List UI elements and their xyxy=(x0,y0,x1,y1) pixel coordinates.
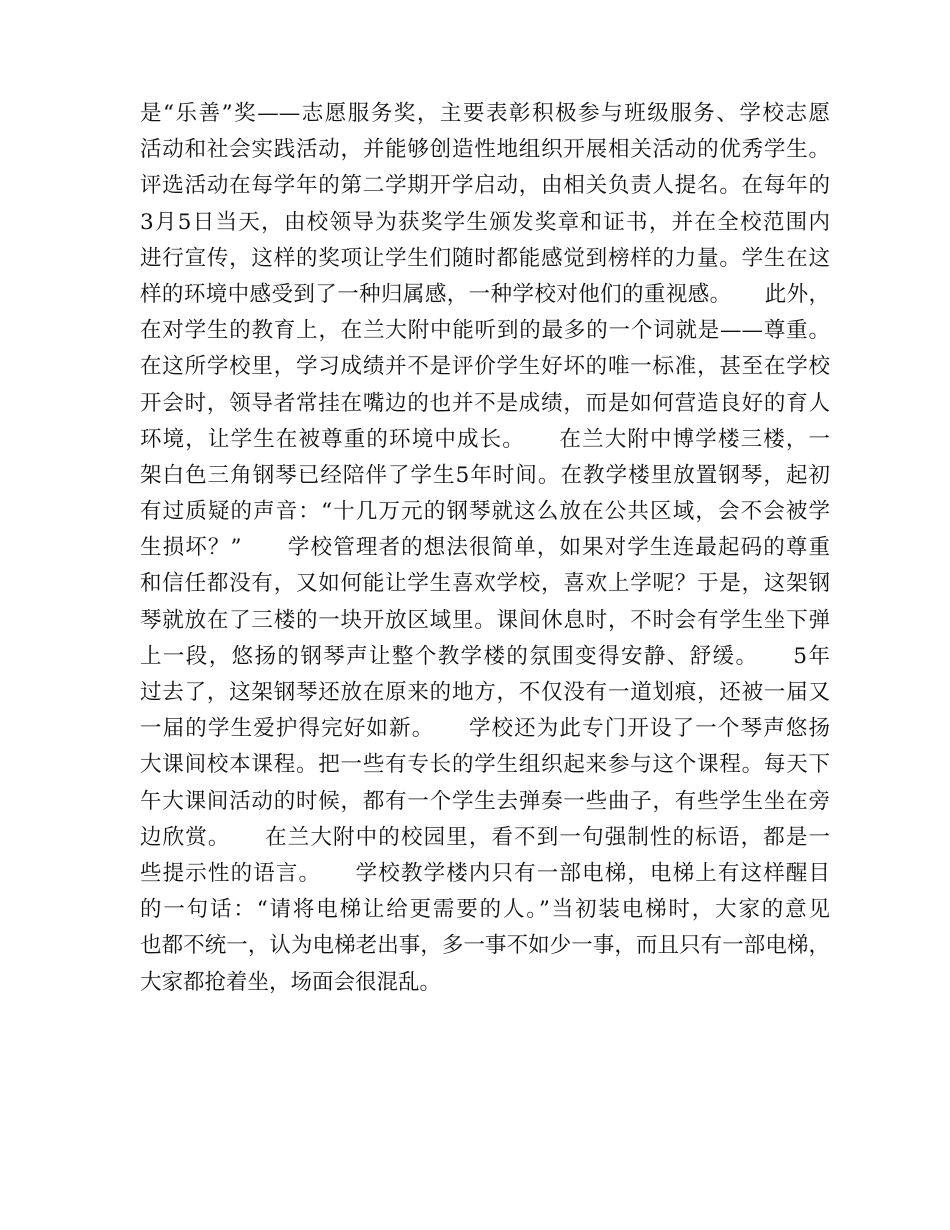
text-line: 有过质疑的声音：“十几万元的钢琴就这么放在公共区域，会不会被学 xyxy=(140,499,830,525)
text-line: 3月5日当天，由校领导为获奖学生颁发奖章和证书，并在全校范围内 xyxy=(140,209,830,235)
text-line: 评选活动在每学年的第二学期开学启动，由相关负责人提名。在每年的 xyxy=(140,173,830,199)
text-line: 环境，让学生在被尊重的环境中成长。 在兰大附中博学楼三楼，一 xyxy=(140,426,830,452)
text-line: 也都不统一，认为电梯老出事，多一事不如少一事，而且只有一部电梯， xyxy=(140,933,830,959)
body-text xyxy=(140,96,830,1001)
text-line: 一届的学生爱护得完好如新。 学校还为此专门开设了一个琴声悠扬 xyxy=(140,716,830,742)
text-line: 和信任都没有，又如何能让学生喜欢学校，喜欢上学呢？于是，这架钢 xyxy=(140,571,830,597)
text-line-last: 大家都抢着坐，场面会很混乱。 xyxy=(140,969,442,995)
text-line: 午大课间活动的时候，都有一个学生去弹奏一些曲子，有些学生坐在旁 xyxy=(140,788,830,814)
text-line: 些提示性的语言。 学校教学楼内只有一部电梯，电梯上有这样醒目 xyxy=(140,860,830,886)
text-line: 上一段，悠扬的钢琴声让整个教学楼的氛围变得安静、舒缓。 5年 xyxy=(140,643,830,669)
text-line: 大课间校本课程。把一些有专长的学生组织起来参与这个课程。每天下 xyxy=(140,752,830,778)
text-line: 的一句话：“请将电梯让给更需要的人。”当初装电梯时，大家的意见 xyxy=(140,897,830,923)
text-line: 琴就放在了三楼的一块开放区域里。课间休息时，不时会有学生坐下弹 xyxy=(140,607,830,633)
text-line: 生损坏？” 学校管理者的想法很简单，如果对学生连最起码的尊重 xyxy=(140,535,830,561)
text-line: 在这所学校里，学习成绩并不是评价学生好坏的唯一标准，甚至在学校 xyxy=(140,354,830,380)
text-line: 进行宣传，这样的奖项让学生们随时都能感觉到榜样的力量。学生在这 xyxy=(140,245,830,271)
text-line: 开会时，领导者常挂在嘴边的也并不是成绩，而是如何营造良好的育人 xyxy=(140,390,830,416)
text-line: 活动和社会实践活动，并能够创造性地组织开展相关活动的优秀学生。 xyxy=(140,137,830,163)
text-line: 过去了，这架钢琴还放在原来的地方，不仅没有一道划痕，还被一届又 xyxy=(140,680,830,705)
text-line: 样的环境中感受到了一种归属感，一种学校对他们的重视感。 此外， xyxy=(140,281,830,307)
text-line: 在对学生的教育上，在兰大附中能听到的最多的一个词就是——尊重。 xyxy=(140,318,830,344)
text-line: 边欣赏。 在兰大附中的校园里，看不到一句强制性的标语，都是一 xyxy=(140,824,830,850)
text-line: 是“乐善”奖——志愿服务奖，主要表彰积极参与班级服务、学校志愿 xyxy=(140,101,830,126)
text-line: 架白色三角钢琴已经陪伴了学生5年时间。在教学楼里放置钢琴，起初 xyxy=(140,462,830,488)
